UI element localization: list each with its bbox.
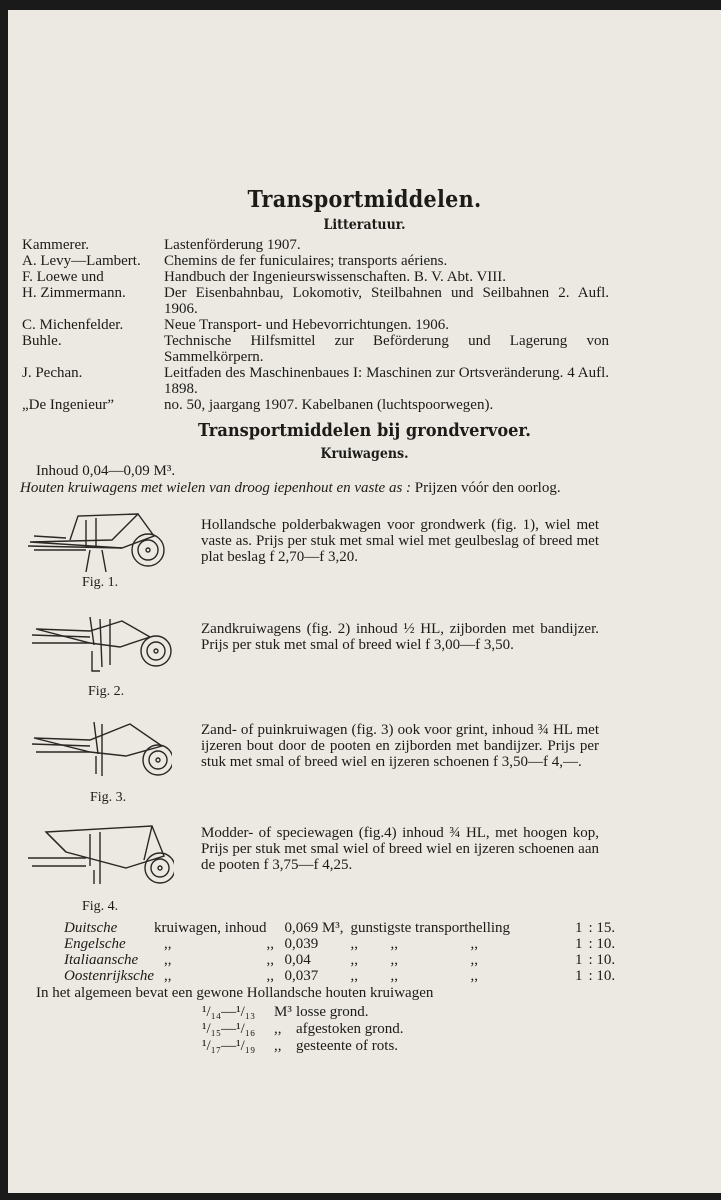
ref-text-5: Neue Transport- und Hebevorrichtungen. 1906. [164, 317, 449, 333]
fraction-value: ¹/₁₄—¹/₁₃ [202, 1004, 256, 1020]
comparison-tail2: ,, [390, 952, 398, 968]
algemeen-line: In het algemeen bevat een gewone Hollandsche houten kruiwagen [36, 985, 434, 1001]
wheelbarrow-fig1-illustration [26, 506, 168, 576]
comparison-desc2: ,, [266, 968, 274, 984]
table-row [64, 968, 615, 984]
comparison-name: Oostenrijksche [64, 968, 154, 984]
comparison-ratio-a: 1 [574, 936, 583, 952]
comparison-desc2: ,, [266, 936, 274, 952]
ref-text-8: no. 50, jaargang 1907. Kabelbanen (luchtspoorwegen). [164, 397, 494, 413]
comparison-tail: gunstigste transporthelling [350, 920, 511, 936]
ref-author-3: F. Loewe und [22, 269, 104, 285]
ref-text-1: Lastenförderung 1907. [164, 237, 301, 253]
fig1-description: Hollandsche polderbakwagen voor grondwerk (fig. 1), wiel met vaste as. Prijs per stuk met smal wiel met geulbeslag of breed met plat beslag f 2,70—f 3,20. [201, 517, 599, 565]
fig3-description: Zand- of puinkruiwagen (fig. 3) ook voor grint, inhoud ¾ HL met ijzeren bout door de pooten en zijborden met bandijzer. Prijs per stuk met smal of breed wiel en ijzeren schoenen f 3,50—f 4,—. [201, 722, 599, 770]
subsection-heading: Kruiwagens. [320, 446, 409, 462]
comparison-ratio-a: 1 [574, 952, 583, 968]
fraction-unit: ,, [274, 1021, 282, 1037]
ref-author-7: J. Pechan. [22, 365, 83, 381]
houten-intro [20, 480, 561, 496]
comparison-ratio-a: 1 [574, 920, 583, 936]
fig1-label: Fig. 1. [82, 575, 119, 590]
comparison-tail2: ,, [390, 968, 398, 984]
fraction-text: gesteente of rots. [296, 1038, 399, 1054]
fig4-description: Modder- of speciewagen (fig.4) inhoud ¾ HL, met hoogen kop, Prijs per stuk met smal wiel of breed wiel en ijzeren schoenen aan de pooten f 3,75—f 4,25. [201, 825, 599, 873]
fraction-text: afgestoken grond. [296, 1021, 404, 1037]
ref-text-2: Chemins de fer funiculaires; transports aériens. [164, 253, 448, 269]
ref-author-5: C. Michenfelder. [22, 317, 124, 333]
comparison-ratio-b: : 10. [588, 968, 616, 984]
comparison-desc: ,, [163, 952, 172, 968]
comparison-tail: ,, [350, 968, 358, 984]
comparison-volume: 0,04 [284, 952, 311, 968]
comparison-tail: ,, [350, 952, 358, 968]
wheelbarrow-fig2-illustration [30, 611, 172, 681]
comparison-ratio-a: 1 [574, 968, 583, 984]
ref-author-1: Kammerer. [22, 237, 90, 253]
comparison-name: Italiaansche [64, 952, 139, 968]
fraction-row-3 [202, 1038, 398, 1054]
comparison-volume: 0,037 [284, 968, 319, 984]
comparison-desc: ,, [163, 968, 172, 984]
comparison-name: Duitsche [64, 920, 118, 936]
houten-intro-italic: Houten kruiwagens met wielen van droog iepenhout en vaste as : [20, 480, 412, 496]
fraction-row-1 [202, 1004, 369, 1020]
ref-author-6: Buhle. [22, 333, 62, 349]
ref-author-8: „De Ingenieur” [22, 397, 115, 413]
ref-text-3: Handbuch der Ingenieurswissenschaften. B. V. Abt. VIII. [164, 269, 507, 285]
table-row [64, 952, 615, 968]
fig2-description: Zandkruiwagens (fig. 2) inhoud ½ HL, zijborden met bandijzer. Prijs per stuk met smal of breed wiel f 3,00—f 3,50. [201, 621, 599, 653]
table-row [64, 936, 615, 952]
book-page [8, 10, 721, 1193]
fraction-value: ¹/₁₅—¹/₁₆ [202, 1021, 256, 1037]
comparison-desc: ,, [163, 936, 172, 952]
section-heading: Transportmiddelen bij grondvervoer. [198, 420, 531, 441]
comparison-desc2: ,, [266, 952, 274, 968]
literature-heading: Litteratuur. [323, 217, 406, 233]
houten-intro-rest: Prijzen vóór den oorlog. [411, 480, 561, 496]
comparison-tail3: ,, [470, 968, 478, 984]
comparison-tail2: ,, [390, 936, 398, 952]
wheelbarrow-fig4-illustration [26, 822, 174, 892]
fraction-unit: ,, [274, 1038, 282, 1054]
comparison-table [64, 920, 615, 984]
fig4-label: Fig. 4. [82, 899, 119, 914]
comparison-name: Engelsche [64, 936, 126, 952]
comparison-tail3: ,, [470, 936, 478, 952]
comparison-ratio-b: : 10. [588, 936, 616, 952]
ref-text-4: Der Eisenbahnbau, Lokomotiv, Steilbahnen und Seilbahnen 2. Aufl. 1906. [164, 285, 609, 317]
comparison-tail: ,, [350, 936, 358, 952]
fig2-label: Fig. 2. [88, 684, 125, 699]
fraction-unit: M³ [274, 1004, 292, 1020]
inhoud-line: Inhoud 0,04—0,09 M³. [36, 463, 176, 479]
ref-text-7: Leitfaden des Maschinenbaues I: Maschinen zur Ortsveränderung. 4 Aufl. 1898. [164, 365, 609, 397]
comparison-ratio-b: : 10. [588, 952, 616, 968]
ref-author-2: A. Levy—Lambert. [22, 253, 141, 269]
ref-author-4: H. Zimmermann. [22, 285, 126, 301]
comparison-volume: 0,039 [284, 936, 319, 952]
ref-text-6: Technische Hilfsmittel zur Beförderung und Lagerung von Sammelkörpern. [164, 333, 609, 365]
fraction-value: ¹/₁₇—¹/₁₉ [202, 1038, 256, 1054]
page-title: Transportmiddelen. [247, 186, 482, 213]
table-row [64, 920, 615, 936]
comparison-tail3: ,, [470, 952, 478, 968]
fig3-label: Fig. 3. [90, 790, 127, 805]
comparison-volume: 0,069 M³, [284, 920, 344, 936]
fraction-text: losse grond. [296, 1004, 369, 1020]
wheelbarrow-fig3-illustration [30, 716, 172, 786]
comparison-ratio-b: : 15. [588, 920, 616, 936]
comparison-desc: kruiwagen, inhoud [153, 920, 267, 936]
fraction-row-2 [202, 1021, 403, 1037]
